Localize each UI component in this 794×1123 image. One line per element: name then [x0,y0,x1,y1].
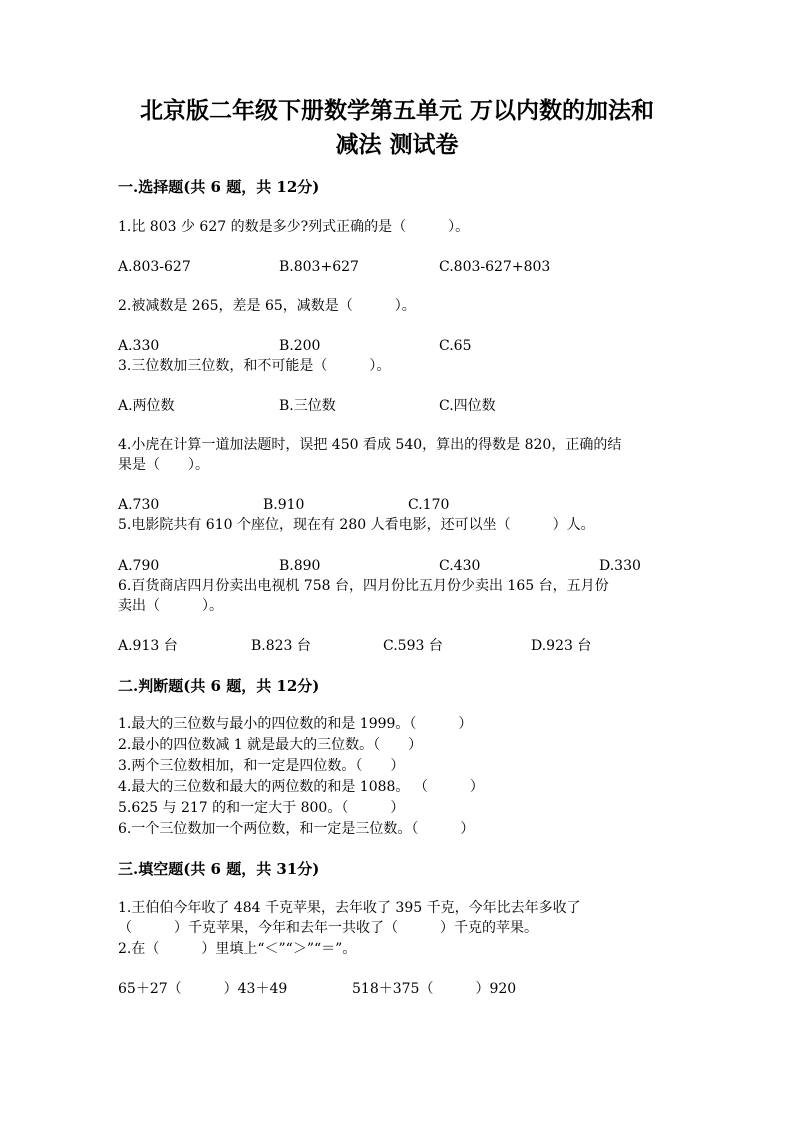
question-stem: 1.比 803 少 627 的数是多少?列式正确的是（ ）。 [118,219,470,235]
option-b: B.823 台 [251,638,311,654]
question-stem: 5.电影院共有 610 个座位，现在有 280 人看电影，还可以坐（ ）人。 [118,517,595,533]
judge-item: 5.625 与 217 的和一定大于 800。（ ） [118,800,405,816]
option-c: C.65 [439,338,472,354]
compare-expression: 518＋375（ ）920 [352,981,517,997]
judge-item: 1.最大的三位数与最小的四位数的和是 1999。（ ） [118,716,473,732]
fill-question: 2.在（ ）里填上“＜”“＞”“＝”。 [118,941,357,957]
option-b: B.910 [263,497,305,513]
option-a: A.730 [118,497,160,513]
option-c: C.803-627+803 [439,259,551,275]
question-stem-cont: 果是（ ）。 [118,457,209,473]
option-a: A.790 [118,558,160,574]
judge-item: 2.最小的四位数减 1 就是最大的三位数。（ ） [118,737,423,753]
fill-question: 1.王伯伯今年收了 484 千克苹果，去年收了 395 千克，今年比去年多收了 [118,900,581,916]
option-d: D.923 台 [531,638,592,654]
fill-question-cont: （ ）千克苹果，今年和去年一共收了（ ）千克的苹果。 [118,920,538,936]
option-c: C.170 [408,497,450,513]
option-b: B.200 [279,338,321,354]
page-title-line1: 北京版二年级下册数学第五单元 万以内数的加法和 [139,97,654,124]
judge-item: 3.两个三位数相加，和一定是四位数。（ ） [118,758,405,774]
judge-item: 4.最大的三位数和最大的两位数的和是 1088。 （ ） [118,779,484,795]
option-c: C.430 [439,558,481,574]
option-d: D.330 [599,558,641,574]
option-a: A.330 [118,338,160,354]
option-b: B.890 [279,558,321,574]
page-title-line2: 减法 测试卷 [335,131,459,158]
question-stem: 3.三位数加三位数，和不可能是（ ）。 [118,358,391,374]
question-stem: 6.百货商店四月份卖出电视机 758 台，四月份比五月份少卖出 165 台，五月份 [118,578,609,594]
question-stem: 4.小虎在计算一道加法题时，误把 450 看成 540，算出的得数是 820，正确的结 [118,437,622,453]
option-c: C.四位数 [439,398,496,414]
section-heading-choice: 一.选择题(共 6 题，共 12分) [118,178,320,196]
option-b: B.三位数 [279,398,336,414]
option-a: A.两位数 [118,398,175,414]
question-stem: 2.被减数是 265，差是 65，减数是（ ）。 [118,298,416,314]
option-a: A.913 台 [118,638,178,654]
option-b: B.803+627 [279,259,359,275]
question-stem-cont: 卖出（ ）。 [118,598,223,614]
option-a: A.803-627 [118,259,191,275]
compare-expression: 65＋27（ ）43＋49 [118,981,288,997]
judge-item: 6.一个三位数加一个两位数，和一定是三位数。（ ） [118,821,475,837]
option-c: C.593 台 [383,638,443,654]
section-heading-fill: 三.填空题(共 6 题，共 31分) [118,860,320,878]
section-heading-judge: 二.判断题(共 6 题，共 12分) [118,677,320,695]
